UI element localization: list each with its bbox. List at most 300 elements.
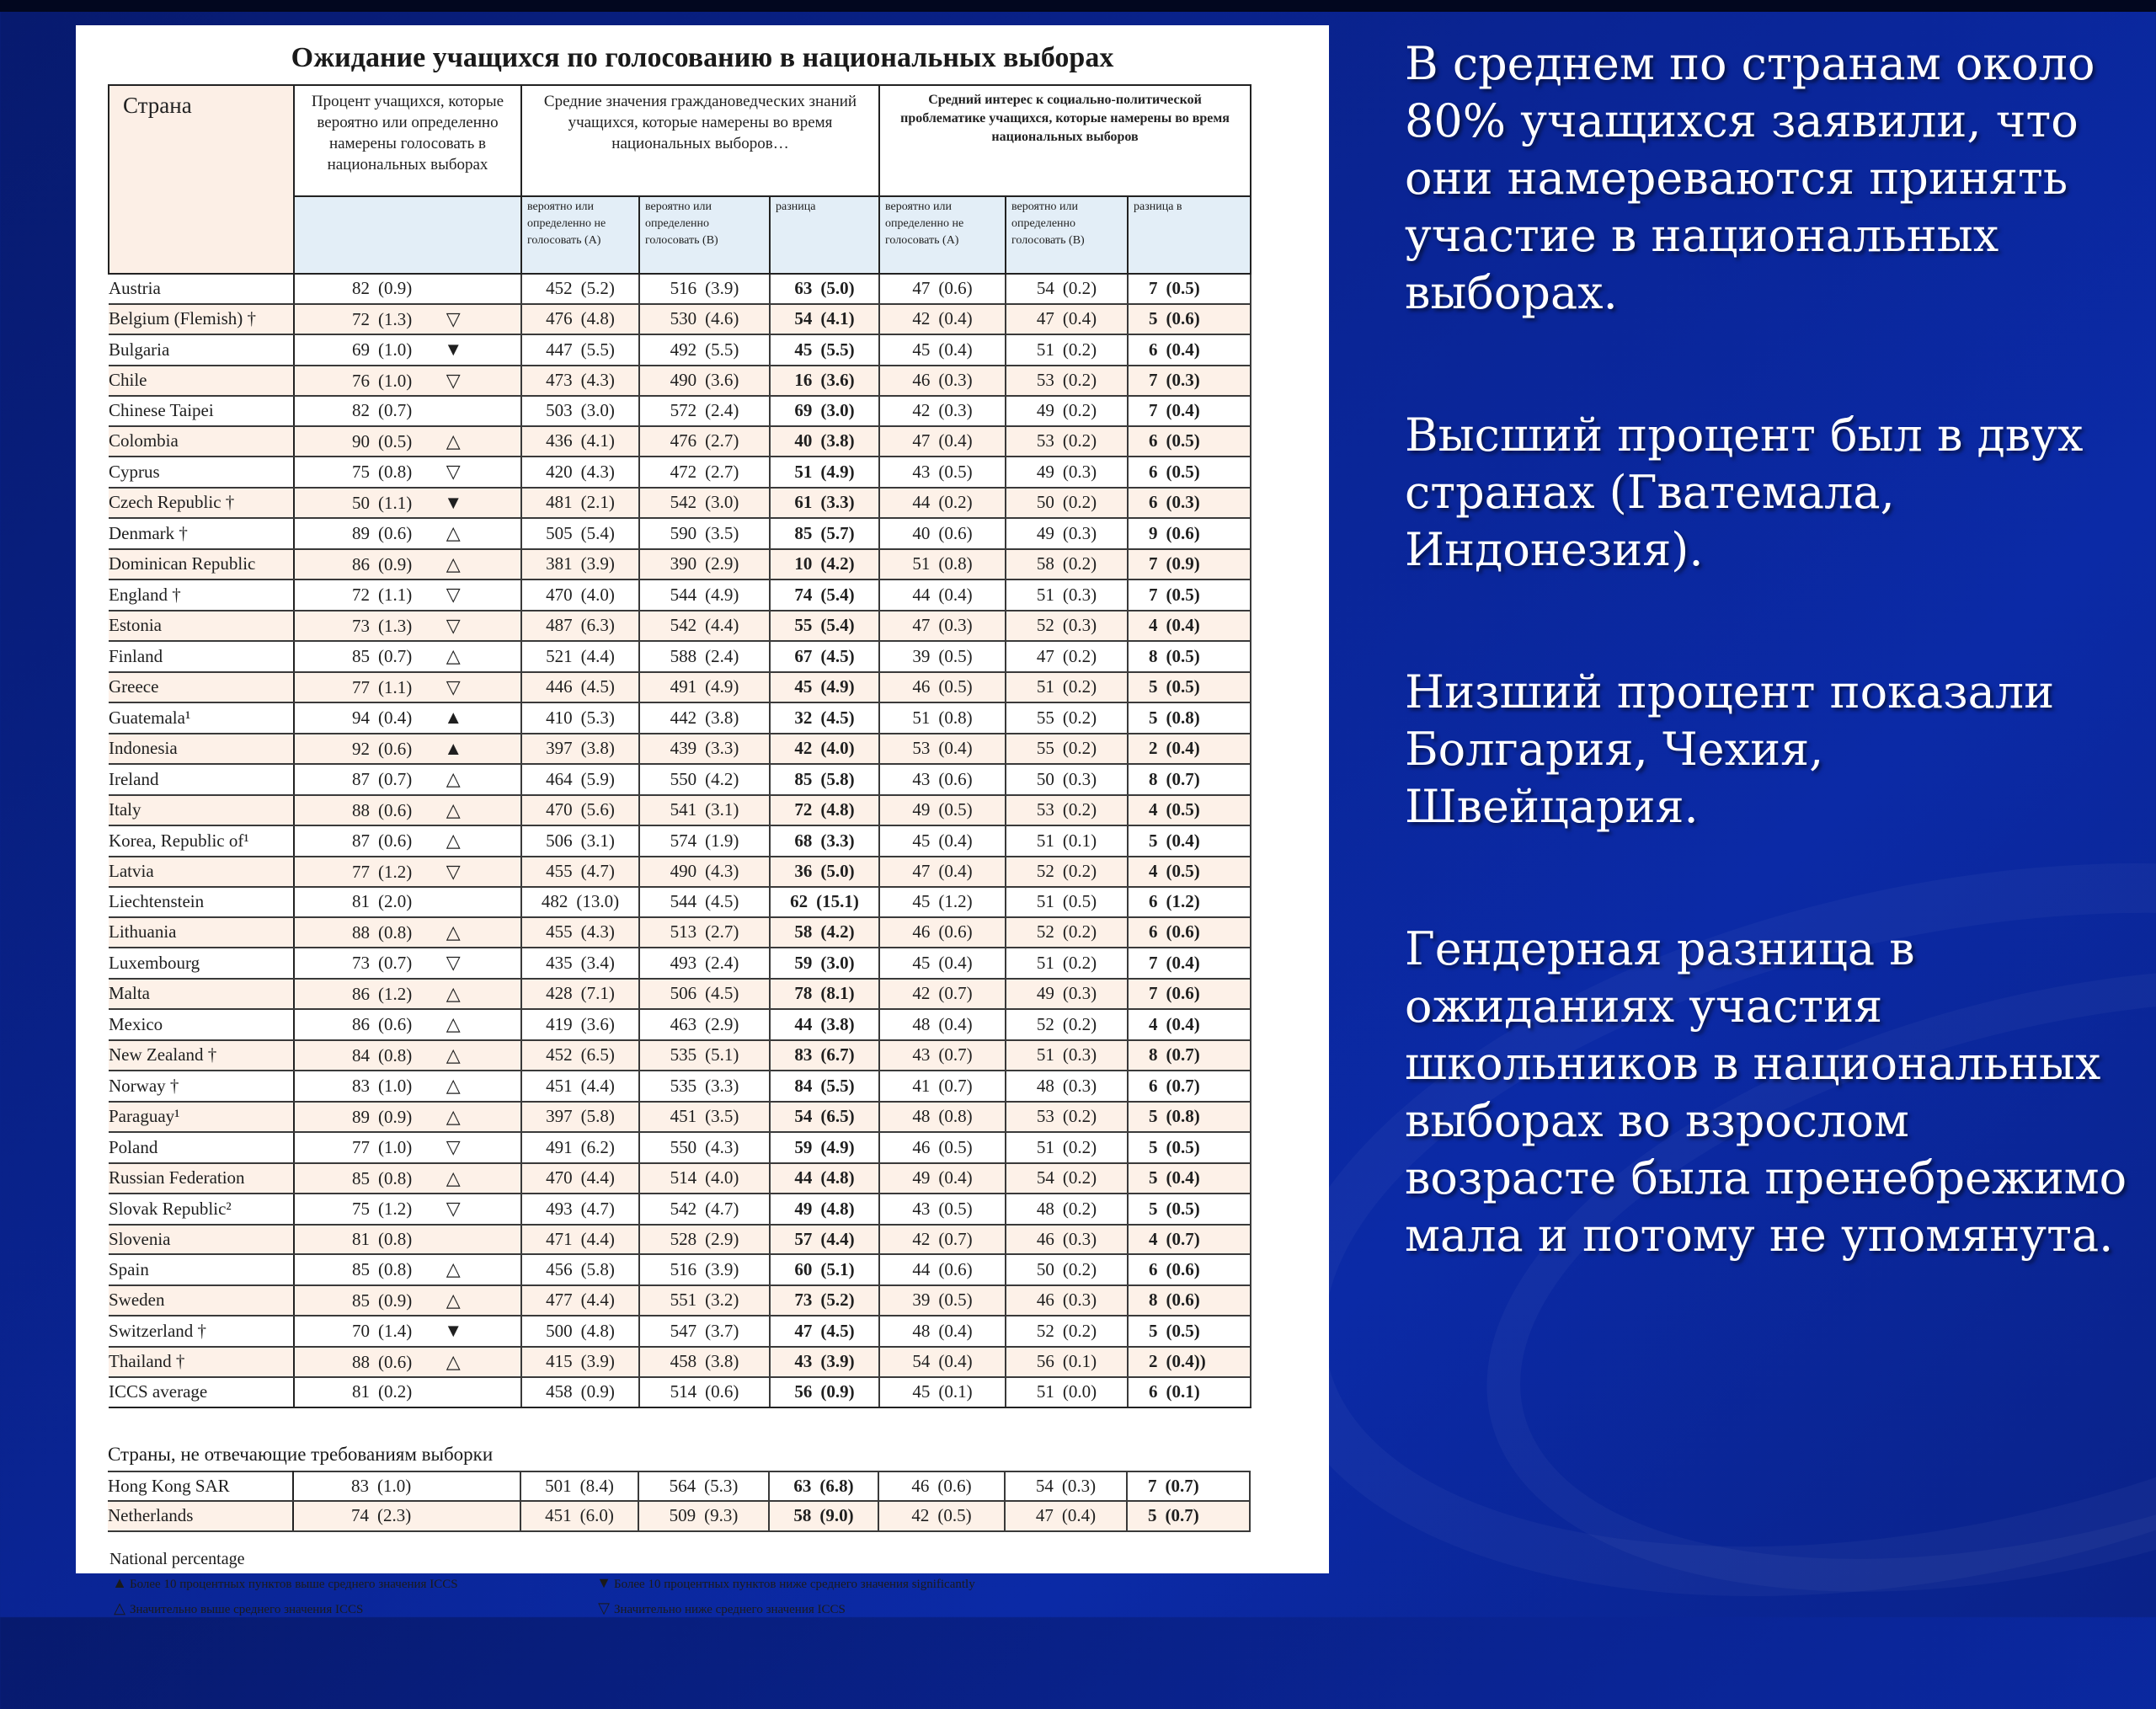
score-value: 44	[912, 1258, 931, 1279]
civic-diff-cell	[770, 1225, 879, 1255]
percent-cell	[294, 488, 521, 519]
significance-triangle-icon: △	[446, 768, 461, 789]
country-name: Estonia	[109, 615, 162, 635]
country-name: Sweden	[109, 1290, 165, 1310]
diff-se: (4.9)	[820, 676, 855, 697]
diff-se: (0.5)	[1166, 861, 1200, 881]
interest-not-vote-cell	[879, 304, 1006, 335]
table-row	[109, 1132, 1251, 1163]
percent-se: (0.8)	[378, 921, 413, 943]
diff-value: 7	[1149, 553, 1158, 574]
score-value: 503	[546, 400, 573, 420]
diff-value: 2	[1149, 738, 1158, 758]
score-se: (0.2)	[1062, 952, 1097, 973]
score-value: 547	[670, 1320, 697, 1341]
civic-diff-cell	[770, 1194, 879, 1225]
civic-not-vote-cell	[521, 702, 639, 734]
country-name: Latvia	[109, 861, 154, 881]
diff-se: (0.7)	[1166, 1044, 1200, 1065]
score-value: 535	[670, 1075, 697, 1096]
civic-diff-cell	[770, 518, 879, 549]
score-se: (0.5)	[938, 1136, 973, 1157]
diff-value: 6	[1149, 461, 1158, 482]
percent-se: (0.6)	[378, 523, 413, 543]
percent-value: 73	[352, 615, 370, 636]
score-se: (3.9)	[705, 278, 739, 298]
score-se: (0.3)	[1062, 584, 1097, 605]
percent-cell	[294, 1316, 521, 1347]
civic-vote-cell	[639, 1132, 770, 1163]
document-title: Ожидание учащихся по голосованию в национальных выборах	[291, 42, 1114, 73]
country-name: Spain	[109, 1258, 149, 1279]
score-se: (4.3)	[580, 921, 615, 942]
diff-value: 4	[1149, 861, 1158, 881]
score-se: (0.8)	[938, 707, 973, 728]
score-value: 452	[546, 278, 573, 298]
interest-not-vote-cell	[879, 672, 1006, 703]
interest-vote-cell	[1006, 1163, 1128, 1194]
score-se: (0.1)	[938, 1381, 973, 1402]
civic-vote-cell	[639, 1071, 770, 1102]
interest-not-vote-cell	[879, 1377, 1006, 1407]
interest-vote-cell	[1005, 1471, 1127, 1502]
civic-diff-cell	[770, 948, 879, 979]
interest-diff-cell	[1128, 948, 1251, 979]
percent-value: 83	[351, 1475, 369, 1496]
score-value: 419	[546, 1013, 573, 1034]
interest-diff-cell	[1128, 1040, 1251, 1071]
civic-diff-cell	[770, 1316, 879, 1347]
score-se: (0.6)	[938, 278, 973, 298]
civic-diff-cell	[770, 764, 879, 795]
interest-diff-cell	[1128, 1347, 1251, 1378]
table-row	[109, 579, 1251, 611]
score-value: 53	[1036, 430, 1054, 451]
score-value: 47	[912, 861, 931, 881]
civic-vote-cell	[638, 1501, 769, 1531]
interest-vote-cell	[1006, 488, 1128, 519]
percent-value: 86	[352, 553, 370, 574]
score-se: (0.4)	[938, 952, 973, 973]
score-value: 48	[912, 1013, 931, 1034]
country-cell	[109, 979, 294, 1010]
diff-se: (0.4)	[1166, 952, 1200, 973]
diff-se: (5.0)	[820, 278, 855, 298]
score-value: 528	[670, 1228, 697, 1249]
up-filled-triangle-icon: ▲	[112, 1573, 127, 1591]
country-name: Slovenia	[109, 1228, 171, 1249]
civic-not-vote-cell	[521, 764, 639, 795]
diff-se: (0.6)	[1166, 921, 1200, 942]
diff-se: (0.7)	[1166, 1075, 1200, 1096]
score-value: 52	[1036, 921, 1054, 942]
percent-value: 75	[352, 462, 370, 482]
table-row	[109, 917, 1251, 948]
diff-value: 58	[794, 921, 813, 942]
percent-se: (0.7)	[378, 646, 413, 666]
diff-value: 51	[794, 461, 813, 482]
score-value: 542	[670, 615, 697, 635]
score-value: 51	[1036, 1381, 1054, 1402]
header-civic-a: вероятно или определенно не голосовать (А)	[521, 196, 639, 274]
interest-not-vote-cell	[879, 549, 1006, 580]
score-value: 46	[912, 1136, 931, 1157]
score-se: (0.2)	[1062, 707, 1097, 728]
country-name: Chile	[109, 370, 147, 390]
country-cell	[109, 334, 294, 366]
diff-value: 5	[1148, 1505, 1157, 1525]
percent-cell	[294, 366, 521, 397]
score-se: (0.4)	[938, 1320, 973, 1341]
interest-vote-cell	[1006, 334, 1128, 366]
civic-vote-cell	[639, 887, 770, 917]
score-se: (0.2)	[1062, 645, 1097, 666]
score-se: (0.6)	[705, 1381, 739, 1402]
percent-se: (0.2)	[378, 1381, 413, 1402]
civic-diff-cell	[770, 396, 879, 426]
score-value: 54	[1036, 1167, 1054, 1188]
civic-not-vote-cell	[521, 1102, 639, 1133]
diff-value: 5	[1149, 830, 1158, 851]
score-se: (0.4)	[1061, 1505, 1097, 1525]
civic-not-vote-cell	[521, 1194, 639, 1225]
score-se: (0.4)	[938, 1167, 973, 1188]
score-value: 55	[1036, 738, 1054, 758]
table-row	[109, 1316, 1251, 1347]
interest-not-vote-cell	[879, 611, 1006, 642]
score-value: 46	[1036, 1228, 1054, 1249]
civic-not-vote-cell	[521, 734, 639, 765]
score-value: 47	[912, 430, 931, 451]
percent-se: (0.9)	[378, 1290, 413, 1311]
score-se: (0.2)	[1062, 1258, 1097, 1279]
score-se: (0.2)	[1062, 339, 1097, 360]
score-se: (5.8)	[580, 1258, 615, 1279]
country-cell	[109, 1009, 294, 1040]
country-name: Belgium (Flemish) †	[109, 308, 256, 328]
diff-se: (0.4)	[1166, 1167, 1200, 1188]
score-se: (3.8)	[580, 738, 615, 758]
score-se: (5.5)	[580, 339, 615, 360]
score-se: (0.5)	[938, 645, 973, 666]
diff-se: (4.8)	[820, 1198, 855, 1219]
score-value: 47	[912, 615, 931, 635]
score-se: (7.1)	[580, 983, 615, 1003]
diff-se: (5.4)	[820, 615, 855, 635]
header-interest-b: вероятно или определенно голосовать (В)	[1006, 196, 1128, 274]
interest-vote-cell	[1006, 1040, 1128, 1071]
score-value: 572	[670, 400, 697, 420]
significance-triangle-icon: ▽	[446, 461, 461, 482]
country-cell	[109, 1132, 294, 1163]
score-value: 49	[912, 1167, 931, 1188]
diff-value: 54	[794, 1106, 813, 1126]
country-cell	[108, 1501, 293, 1531]
interest-diff-cell	[1127, 1501, 1250, 1531]
civic-diff-cell	[770, 825, 879, 857]
diff-se: (3.3)	[820, 492, 855, 512]
country-name: Russian Federation	[109, 1167, 245, 1188]
interest-diff-cell	[1128, 702, 1251, 734]
score-se: (0.5)	[937, 1505, 972, 1525]
country-name: Ireland	[109, 768, 159, 789]
percent-value: 82	[352, 278, 370, 298]
score-se: (0.0)	[1062, 1381, 1097, 1402]
diff-se: (0.4)	[1166, 1013, 1200, 1034]
diff-value: 8	[1149, 768, 1158, 789]
country-cell	[109, 1071, 294, 1102]
table-row	[109, 1071, 1251, 1102]
diff-se: (0.7)	[1165, 1475, 1199, 1496]
country-name: Greece	[109, 676, 159, 697]
diff-value: 84	[794, 1075, 813, 1096]
score-value: 541	[670, 799, 697, 820]
percent-value: 81	[352, 891, 370, 911]
interest-vote-cell	[1006, 1194, 1128, 1225]
country-cell	[109, 825, 294, 857]
significance-triangle-icon: ▽	[446, 952, 461, 973]
civic-vote-cell	[639, 457, 770, 488]
diff-se: (0.5)	[1166, 1198, 1200, 1219]
diff-value: 7	[1149, 278, 1158, 298]
table-row	[109, 641, 1251, 672]
percent-value: 85	[352, 646, 370, 666]
score-se: (5.9)	[580, 768, 615, 789]
diff-value: 7	[1149, 952, 1158, 973]
diff-se: (1.2)	[1166, 891, 1200, 911]
score-value: 493	[670, 952, 697, 973]
percent-se: (0.6)	[378, 799, 413, 820]
percent-se: (2.0)	[378, 891, 413, 911]
percent-cell	[294, 734, 521, 765]
diff-se: (4.9)	[820, 1136, 855, 1157]
diff-value: 4	[1149, 615, 1158, 635]
percent-value: 70	[352, 1321, 370, 1341]
score-se: (0.6)	[938, 921, 973, 942]
civic-vote-cell	[639, 274, 770, 304]
civic-vote-cell	[639, 1377, 770, 1407]
percent-se: (1.4)	[378, 1321, 413, 1341]
score-se: (4.7)	[705, 1198, 739, 1219]
score-value: 43	[912, 1044, 931, 1065]
diff-value: 10	[794, 553, 813, 574]
diff-value: 45	[794, 339, 813, 360]
score-se: (0.2)	[1062, 1198, 1097, 1219]
interest-diff-cell	[1128, 825, 1251, 857]
score-se: (0.5)	[938, 1198, 973, 1219]
interest-vote-cell	[1006, 641, 1128, 672]
score-value: 574	[670, 830, 697, 851]
diff-se: (3.0)	[820, 400, 855, 420]
table-row	[109, 488, 1251, 519]
country-name: Denmark †	[109, 522, 188, 543]
diff-se: (5.8)	[820, 768, 855, 789]
score-se: (6.5)	[580, 1044, 615, 1065]
table-row	[109, 611, 1251, 642]
civic-diff-cell	[770, 579, 879, 611]
diff-value: 6	[1149, 339, 1158, 360]
score-se: (4.1)	[580, 430, 615, 451]
country-name: New Zealand †	[109, 1044, 217, 1065]
civic-vote-cell	[639, 857, 770, 888]
interest-diff-cell	[1128, 274, 1251, 304]
score-se: (0.9)	[580, 1381, 615, 1402]
interest-vote-cell	[1006, 1225, 1128, 1255]
civic-vote-cell	[639, 948, 770, 979]
civic-not-vote-cell	[521, 579, 639, 611]
table-row	[109, 334, 1251, 366]
civic-vote-cell	[639, 1316, 770, 1347]
diff-se: (6.8)	[819, 1475, 854, 1496]
legend-item	[594, 1571, 1078, 1596]
table-row	[109, 979, 1251, 1010]
civic-not-vote-cell	[521, 1163, 639, 1194]
down-filled-triangle-icon: ▼	[596, 1573, 611, 1591]
score-value: 43	[912, 768, 931, 789]
score-se: (5.3)	[580, 707, 615, 728]
score-value: 492	[670, 339, 697, 360]
percent-cell	[294, 979, 521, 1010]
table-row	[109, 396, 1251, 426]
diff-se: (0.6)	[1166, 1258, 1200, 1279]
civic-vote-cell	[639, 396, 770, 426]
score-se: (3.5)	[705, 522, 739, 543]
score-se: (4.5)	[580, 676, 615, 697]
table-row	[109, 1009, 1251, 1040]
percent-value: 87	[352, 830, 370, 851]
civic-vote-cell	[639, 304, 770, 335]
diff-value: 8	[1149, 1290, 1158, 1310]
civic-diff-cell	[770, 795, 879, 826]
diff-value: 32	[794, 707, 813, 728]
interest-vote-cell	[1006, 734, 1128, 765]
percent-cell	[294, 1225, 521, 1255]
civic-vote-cell	[639, 1040, 770, 1071]
country-name: Korea, Republic of¹	[109, 830, 249, 851]
country-cell	[109, 488, 294, 519]
diff-se: (4.5)	[820, 707, 855, 728]
diff-value: 68	[794, 830, 813, 851]
percent-cell	[294, 672, 521, 703]
civic-vote-cell	[639, 1254, 770, 1285]
percent-se: (0.7)	[378, 400, 413, 420]
table-row	[109, 887, 1251, 917]
score-se: (0.3)	[1061, 1475, 1097, 1496]
score-se: (3.4)	[580, 952, 615, 973]
score-se: (0.7)	[938, 1075, 973, 1096]
civic-vote-cell	[639, 979, 770, 1010]
interest-diff-cell	[1128, 457, 1251, 488]
civic-vote-cell	[639, 334, 770, 366]
percent-cell	[294, 274, 521, 304]
voting-table	[108, 84, 1251, 1408]
score-value: 42	[912, 400, 931, 420]
diff-value: 42	[794, 738, 813, 758]
interest-diff-cell	[1128, 1285, 1251, 1316]
score-value: 500	[546, 1320, 573, 1341]
interest-diff-cell	[1128, 1009, 1251, 1040]
score-value: 436	[546, 430, 573, 451]
score-value: 381	[546, 553, 573, 574]
percent-cell	[294, 825, 521, 857]
table-row	[109, 366, 1251, 397]
civic-vote-cell	[639, 366, 770, 397]
diff-se: (4.5)	[820, 1320, 855, 1341]
diff-value: 7	[1148, 1475, 1157, 1496]
significance-triangle-icon: ▼	[444, 491, 463, 513]
diff-se: (0.3)	[1166, 370, 1200, 390]
score-se: (0.6)	[937, 1475, 972, 1496]
interest-vote-cell	[1006, 457, 1128, 488]
score-se: (0.3)	[1062, 983, 1097, 1003]
slide-paragraph: Высший процент был в двух странах (Гватемала, Индонезия).	[1405, 409, 2084, 576]
legend-column	[109, 1571, 594, 1621]
civic-diff-cell	[770, 426, 879, 457]
country-name: Netherlands	[108, 1505, 194, 1525]
percent-value: 92	[352, 738, 370, 759]
score-value: 513	[670, 921, 697, 942]
score-value: 43	[912, 1198, 931, 1219]
score-se: (0.2)	[1062, 921, 1097, 942]
score-value: 52	[1036, 615, 1054, 635]
country-name: Paraguay¹	[109, 1106, 180, 1126]
country-cell	[109, 518, 294, 549]
score-se: (4.4)	[580, 1228, 615, 1249]
table-row	[109, 1040, 1251, 1071]
score-se: (0.1)	[1062, 830, 1097, 851]
percent-se: (0.9)	[378, 1106, 413, 1127]
significance-triangle-icon: ▼	[444, 1320, 463, 1341]
country-cell	[108, 1471, 293, 1502]
score-value: 40	[912, 522, 931, 543]
table-row	[109, 1225, 1251, 1255]
score-value: 51	[1036, 584, 1054, 605]
score-se: (6.2)	[580, 1136, 615, 1157]
score-se: (0.2)	[1062, 553, 1097, 574]
diff-se: (4.0)	[820, 738, 855, 758]
table-row	[109, 825, 1251, 857]
score-se: (0.2)	[1062, 1136, 1097, 1157]
diff-value: 40	[794, 430, 813, 451]
table-row	[109, 518, 1251, 549]
interest-vote-cell	[1006, 1285, 1128, 1316]
civic-vote-cell	[639, 1163, 770, 1194]
score-value: 505	[546, 522, 573, 543]
score-se: (3.7)	[705, 1320, 739, 1341]
score-value: 590	[670, 522, 697, 543]
score-value: 47	[1036, 645, 1054, 666]
diff-value: 67	[794, 645, 813, 666]
document-image	[76, 25, 1329, 1616]
slide-paragraph: Низший процент показали Болгария, Чехия, Швейцария.	[1405, 665, 2055, 833]
percent-value: 72	[352, 308, 370, 329]
score-value: 551	[670, 1290, 697, 1310]
diff-value: 45	[794, 676, 813, 697]
percent-value: 73	[352, 953, 370, 973]
legend-title: National percentage	[109, 1549, 245, 1568]
table-row	[109, 426, 1251, 457]
header-percent-sub	[294, 196, 521, 274]
score-value: 463	[670, 1013, 697, 1034]
civic-diff-cell	[770, 672, 879, 703]
diff-se: (6.5)	[820, 1106, 855, 1126]
score-value: 51	[1036, 339, 1054, 360]
civic-diff-cell	[770, 734, 879, 765]
diff-se: (0.5)	[1166, 1320, 1200, 1341]
score-se: (5.5)	[705, 339, 739, 360]
diff-se: (0.5)	[1166, 461, 1200, 482]
diff-se: (0.7)	[1166, 1228, 1200, 1249]
